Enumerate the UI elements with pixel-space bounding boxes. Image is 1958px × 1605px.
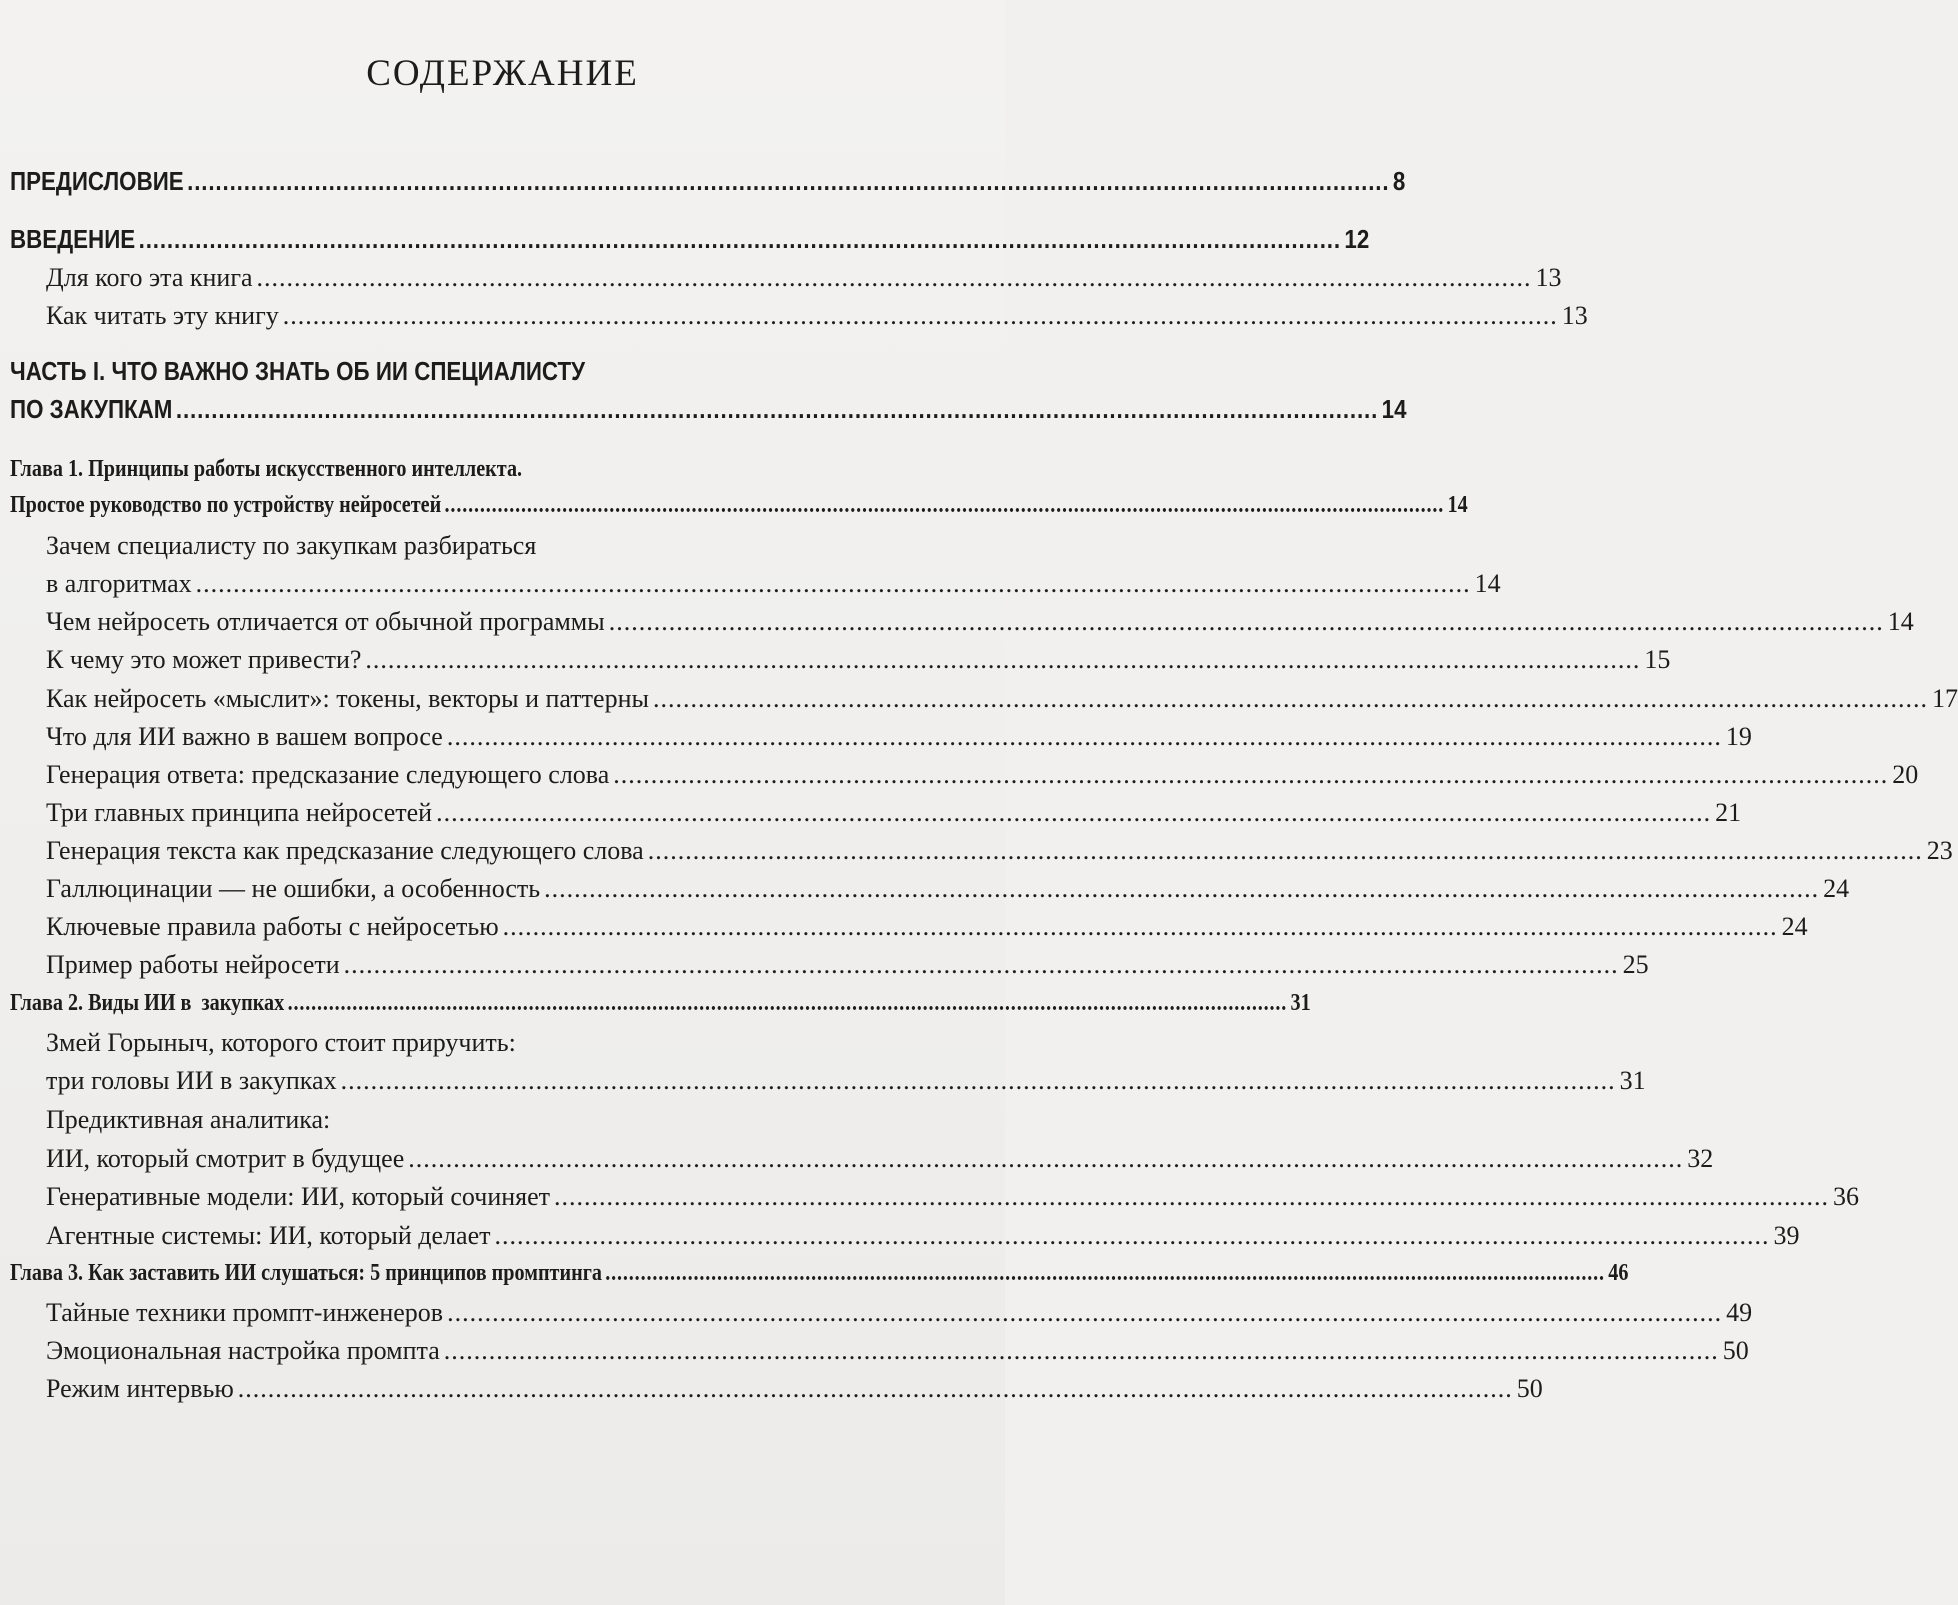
leader-dots: .......................................................................................................................................................................... xyxy=(195,569,1471,598)
toc-entry xyxy=(46,569,1501,599)
leader-dots: .......................................................................................................................................................................... xyxy=(608,607,1884,636)
toc-page-number: 20 xyxy=(1892,760,1919,789)
leader-dots: .......................................................................................................................................................................... xyxy=(343,950,1619,979)
toc-page-number: 14 xyxy=(1887,607,1914,636)
toc-entry xyxy=(46,1298,1753,1328)
toc-entry-label: Режим интервью xyxy=(46,1374,234,1403)
toc-entry-label: Как читать эту книгу xyxy=(46,301,279,330)
toc-page-number: 32 xyxy=(1687,1144,1714,1173)
toc-entry-label: Простое руководство по устройству нейросетей xyxy=(10,492,442,518)
toc-entry-label: Галлюцинации — не ошибки, а особенность xyxy=(46,874,541,903)
toc-page-number: 23 xyxy=(1926,836,1953,865)
toc-page-number: 50 xyxy=(1722,1336,1749,1365)
toc-entry-label: Чем нейросеть отличается от обычной программы xyxy=(46,607,605,636)
toc-page-number: 21 xyxy=(1715,798,1742,827)
toc-entry-label: ВВЕДЕНИЕ xyxy=(10,224,136,254)
leader-dots: .......................................................................................................................................................................... xyxy=(544,874,1820,903)
toc-entry-label: три головы ИИ в закупках xyxy=(46,1066,337,1095)
toc-entry xyxy=(46,1374,1543,1404)
toc-entry-label: Что для ИИ важно в вашем вопросе xyxy=(46,722,443,751)
toc-entry-label: Тайные техники промпт-инженеров xyxy=(46,1298,444,1327)
toc-entry xyxy=(46,1221,1800,1251)
toc-page-number: 13 xyxy=(1535,263,1562,292)
toc-entry-part-1-line1: ЧАСТЬ I. ЧТО ВАЖНО ЗНАТЬ ОБ ИИ СПЕЦИАЛИСТУ xyxy=(10,356,586,386)
leader-dots: .......................................................................................................................................................................... xyxy=(436,798,1712,827)
toc-entry xyxy=(46,912,1808,942)
toc-page-number: 46 xyxy=(1608,1260,1629,1286)
toc-entry xyxy=(46,760,1919,790)
toc-entry xyxy=(46,1066,1646,1096)
toc-entry-label: Глава 2. Виды ИИ в закупках xyxy=(10,990,285,1016)
toc-page-number: 39 xyxy=(1773,1221,1800,1250)
toc-entry-chapter-3 xyxy=(10,1260,1629,1287)
toc-entry xyxy=(46,950,1649,980)
toc-entry-label: Ключевые правила работы с нейросетью xyxy=(46,912,499,941)
leader-dots: .......................................................................................................................................................................... xyxy=(287,990,1288,1016)
toc-entry-label: Генеративные модели: ИИ, который сочиняет xyxy=(46,1182,551,1211)
toc-entry-label: Эмоциональная настройка промпта xyxy=(46,1336,440,1365)
leader-dots: .......................................................................................................................................................................... xyxy=(408,1144,1684,1173)
toc-page-number: 25 xyxy=(1622,950,1649,979)
toc-page-number: 31 xyxy=(1619,1066,1646,1095)
toc-entry xyxy=(46,798,1742,828)
toc-entry-preface xyxy=(10,166,1406,197)
toc-page-number: 31 xyxy=(1290,990,1311,1016)
leader-dots: .......................................................................................................................................................................... xyxy=(444,492,1445,518)
toc-entry xyxy=(46,722,1752,752)
toc-entry-introduction xyxy=(10,224,1370,255)
toc-page-number: 12 xyxy=(1344,224,1370,254)
toc-entry-label: Как нейросеть «мыслит»: токены, векторы и паттерны xyxy=(46,684,649,713)
toc-entry-label: Генерация ответа: предсказание следующего слова xyxy=(46,760,610,789)
toc-entry-line1: Зачем специалисту по закупкам разбираться xyxy=(46,531,537,560)
toc-entry xyxy=(46,836,1953,866)
toc-entry-part-1 xyxy=(10,394,1407,425)
toc-entry xyxy=(46,1182,1860,1212)
toc-entry-chapter-1-line1: Глава 1. Принципы работы искусственного интеллекта. xyxy=(10,456,523,482)
toc-entry-chapter-2 xyxy=(10,990,1311,1017)
leader-dots: .......................................................................................................................................................................... xyxy=(365,645,1641,674)
toc-entry-label: Три главных принципа нейросетей xyxy=(46,798,433,827)
toc-page-number: 49 xyxy=(1726,1298,1753,1327)
toc-page-number: 50 xyxy=(1516,1374,1543,1403)
leader-dots: .......................................................................................................................................................................... xyxy=(187,166,1390,196)
toc-page-number: 13 xyxy=(1561,301,1588,330)
toc-page-number: 8 xyxy=(1392,166,1406,196)
leader-dots: .......................................................................................................................................................................... xyxy=(502,912,1778,941)
leader-dots: .......................................................................................................................................................................... xyxy=(340,1066,1616,1095)
toc-entry-label: Глава 3. Как заставить ИИ слушаться: 5 принципов промптинга xyxy=(10,1260,602,1286)
toc-entry xyxy=(46,1144,1714,1174)
toc-page-number: 17 xyxy=(1931,684,1958,713)
leader-dots: .......................................................................................................................................................................... xyxy=(494,1221,1770,1250)
toc-entry xyxy=(46,874,1850,904)
toc-page-number: 19 xyxy=(1725,722,1752,751)
toc-entry xyxy=(46,607,1914,637)
toc-entry-label: Генерация текста как предсказание следующего слова xyxy=(46,836,644,865)
toc-page-number: 15 xyxy=(1644,645,1671,674)
toc-page-number: 24 xyxy=(1823,874,1850,903)
leader-dots: .......................................................................................................................................................................... xyxy=(138,224,1341,254)
toc-entry-label: ПО ЗАКУПКАМ xyxy=(10,394,173,424)
toc-page-number: 14 xyxy=(1381,394,1407,424)
toc-page-number: 36 xyxy=(1833,1182,1860,1211)
leader-dots: .......................................................................................................................................................................... xyxy=(237,1374,1513,1403)
toc-entry-label: ПРЕДИСЛОВИЕ xyxy=(10,166,184,196)
leader-dots: .......................................................................................................................................................................... xyxy=(605,1260,1605,1286)
toc-entry xyxy=(46,1336,1749,1366)
toc-entry-chapter-1 xyxy=(10,492,1468,519)
leader-dots: .......................................................................................................................................................................... xyxy=(652,684,1928,713)
leader-dots: .......................................................................................................................................................................... xyxy=(446,722,1722,751)
leader-dots: .......................................................................................................................................................................... xyxy=(613,760,1889,789)
toc-entry-label: Агентные системы: ИИ, который делает xyxy=(46,1221,491,1250)
leader-dots: .......................................................................................................................................................................... xyxy=(175,394,1379,424)
toc-entry xyxy=(46,301,1588,331)
leader-dots: .......................................................................................................................................................................... xyxy=(647,836,1923,865)
toc-page-number: 24 xyxy=(1781,912,1808,941)
toc-page-number: 14 xyxy=(1447,492,1468,518)
leader-dots: .......................................................................................................................................................................... xyxy=(447,1298,1723,1327)
toc-entry-line1: Предиктивная аналитика: xyxy=(46,1105,331,1134)
toc-page-number: 14 xyxy=(1474,569,1501,598)
leader-dots: .......................................................................................................................................................................... xyxy=(282,301,1558,330)
toc-entry xyxy=(46,684,1958,714)
toc-entry-label: в алгоритмах xyxy=(46,569,192,598)
leader-dots: .......................................................................................................................................................................... xyxy=(443,1336,1719,1365)
toc-entry-label: ИИ, который смотрит в будущее xyxy=(46,1144,405,1173)
toc-entry xyxy=(46,645,1671,675)
leader-dots: .......................................................................................................................................................................... xyxy=(256,263,1532,292)
leader-dots: .......................................................................................................................................................................... xyxy=(554,1182,1830,1211)
toc-entry-label: Для кого эта книга xyxy=(46,263,253,292)
toc-entry-line1: Змей Горыныч, которого стоит приручить: xyxy=(46,1028,516,1057)
page-title: СОДЕРЖАНИЕ xyxy=(366,53,639,94)
toc-entry-label: К чему это может привести? xyxy=(46,645,362,674)
toc-entry xyxy=(46,263,1562,293)
toc-entry-label: Пример работы нейросети xyxy=(46,950,340,979)
